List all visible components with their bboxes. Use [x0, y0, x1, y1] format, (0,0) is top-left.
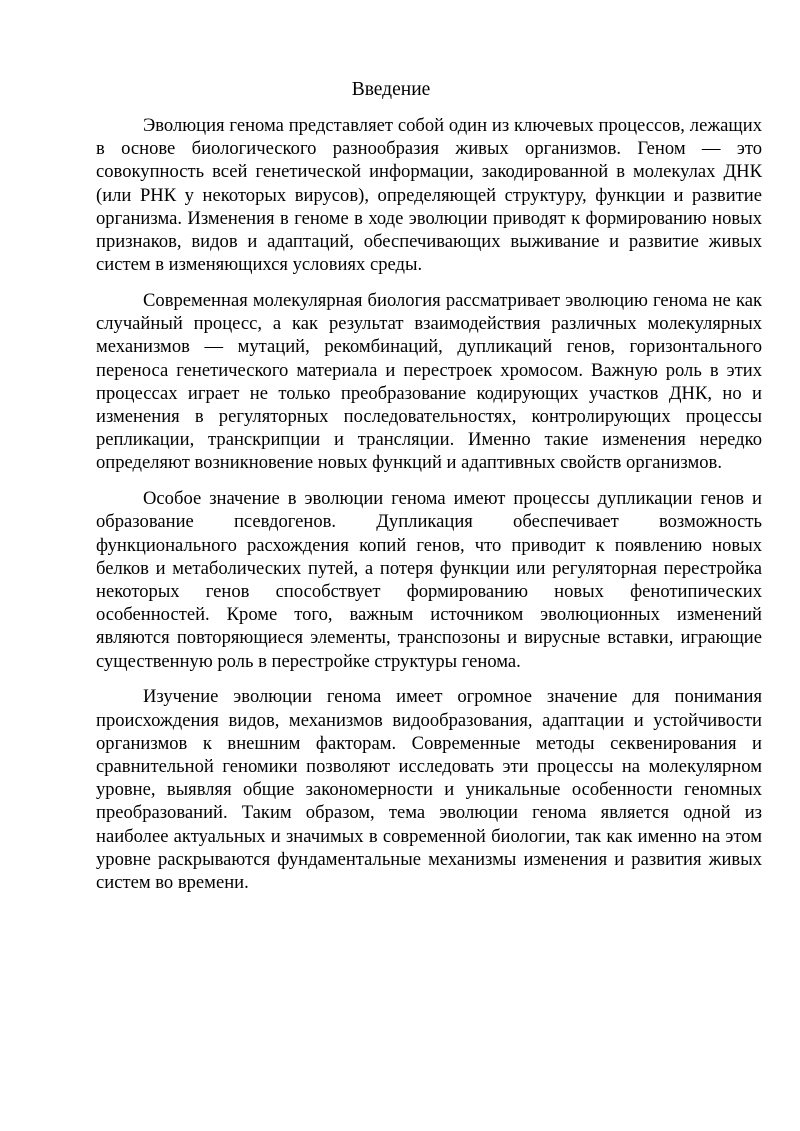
paragraph-2: Современная молекулярная биология рассматривает эволюцию генома не как случайный процесс, а как результат взаимодействия различных молекулярных механизмов — мутаций, рекомбинаций, дупликаций генов, горизонтального переноса генетического материала и перестроек хромосом. Важную роль в этих процессах играет не только преобразование кодирующих участков ДНК, но и изменения в регуляторных последовательностях, контролирующих процессы репликации, транскрипции и трансляции. Именно такие изменения нередко определяют возникновение новых функций и адаптивных свойств организмов. — [96, 290, 762, 474]
paragraph-3: Особое значение в эволюции генома имеют процессы дупликации генов и образование псевдогенов. Дупликация обеспечивает возможность функционального расхождения копий генов, что приводит к появлению новых белков и метаболических путей, а потеря функции или регуляторная перестройка некоторых генов способствует формированию новых фенотипических особенностей. Кроме того, важным источником эволюционных изменений являются повторяющиеся элементы, транспозоны и вирусные вставки, играющие существенную роль в перестройке структуры генома. — [96, 488, 762, 672]
document-body — [96, 114, 762, 907]
paragraph-4: Изучение эволюции генома имеет огромное значение для понимания происхождения видов, механизмов видообразования, адаптации и устойчивости организмов к внешним факторам. Современные методы секвенирования и сравнительной геномики позволяют исследовать эти процессы на молекулярном уровне, выявляя общие закономерности и уникальные особенности геномных преобразований. Таким образом, тема эволюции генома является одной из наиболее актуальных и значимых в современной биологии, так как именно на этом уровне раскрываются фундаментальные механизмы изменения и развития живых систем во времени. — [96, 686, 762, 894]
paragraph-1: Эволюция генома представляет собой один из ключевых процессов, лежащих в основе биологического разнообразия живых организмов. Геном — это совокупность всей генетической информации, закодированной в молекулах ДНК (или РНК у некоторых вирусов), определяющей структуру, функции и развитие организма. Изменения в геноме в ходе эволюции приводят к формированию новых признаков, видов и адаптаций, обеспечивающих выживание и развитие живых систем в изменяющихся условиях среды. — [96, 115, 762, 276]
page-title: Введение — [351, 79, 431, 100]
